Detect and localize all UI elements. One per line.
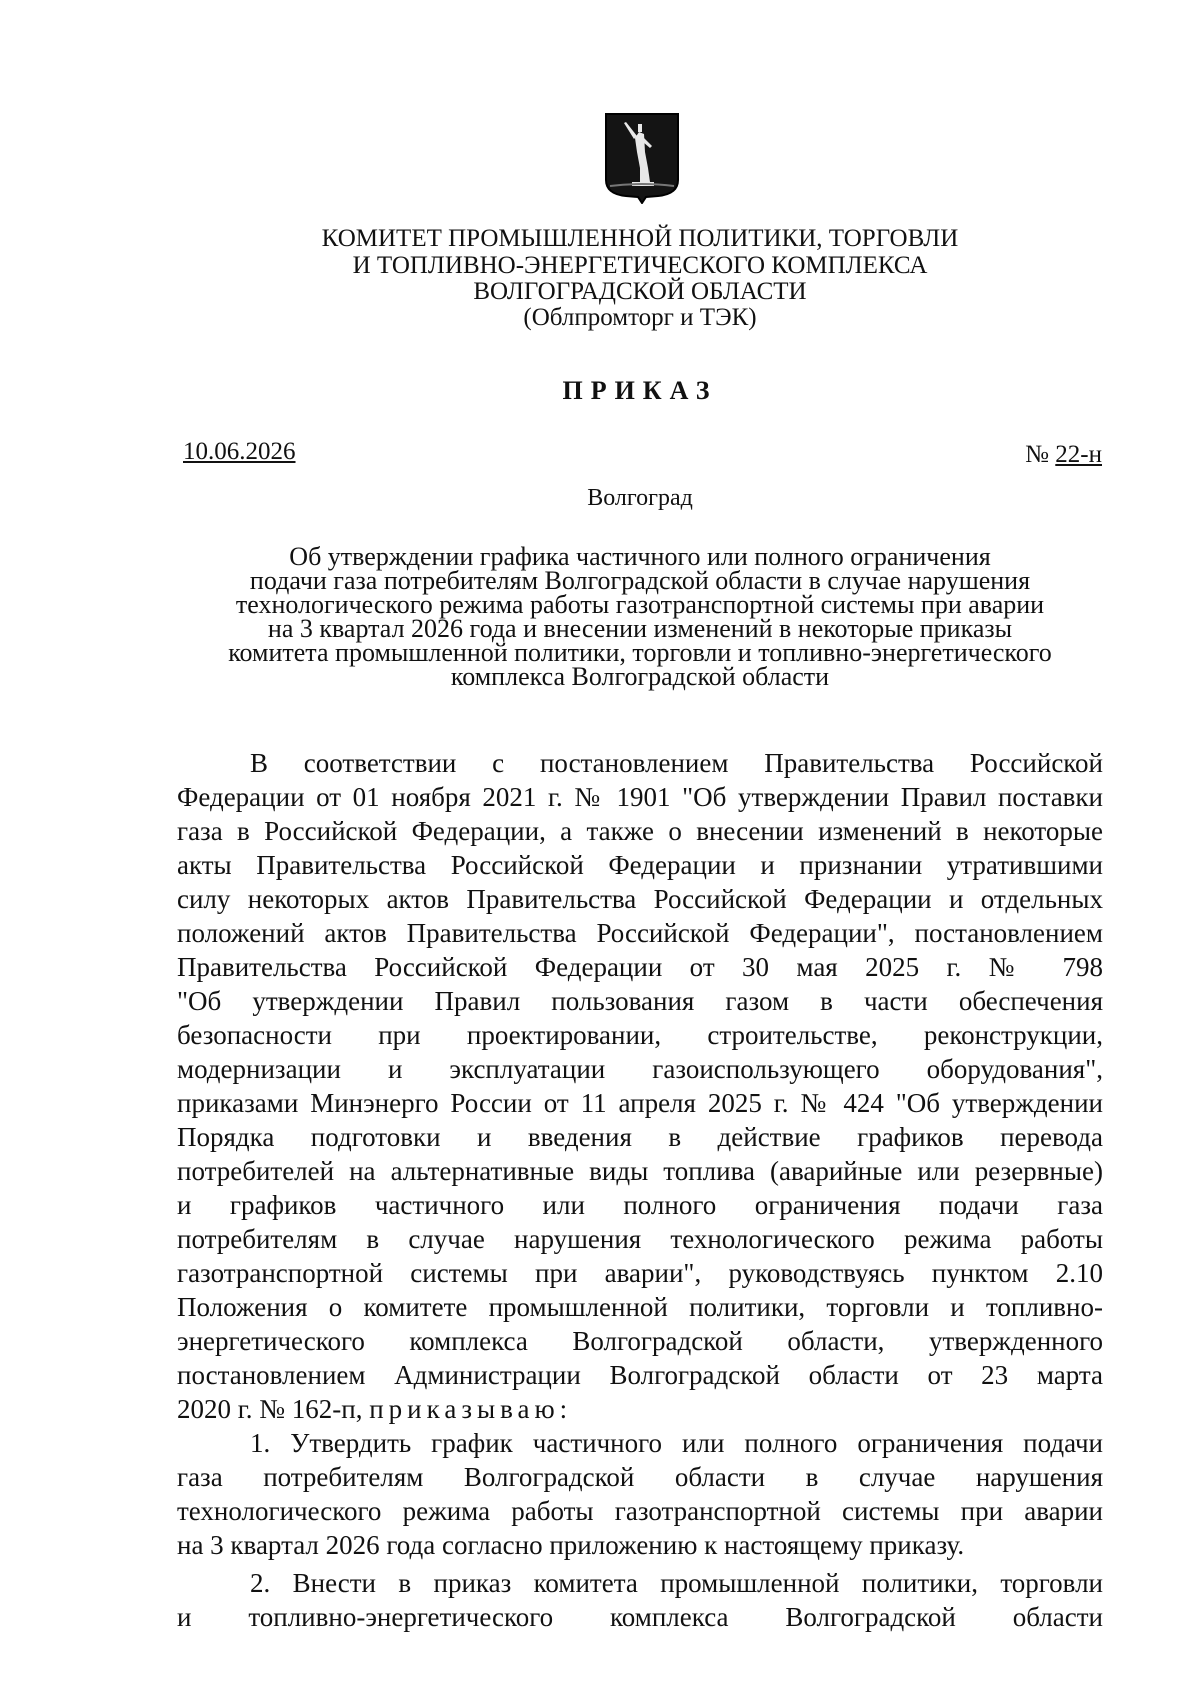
body-line: Порядка подготовки и введения в действие графиков перевода (177, 1122, 1103, 1152)
body-line: технологического режима работы газотранспортной системы при аварии (177, 1496, 1103, 1526)
body-line: газотранспортной системы при аварии", руководствуясь пунктом 2.10 (177, 1258, 1103, 1288)
body-line: потребителям в случае нарушения технологического режима работы (177, 1224, 1103, 1254)
item-1-paragraph (177, 1426, 1103, 1562)
body-line (177, 1392, 1103, 1426)
order-body (177, 746, 1103, 1634)
order-subject (150, 542, 1130, 691)
body-line: постановлением Администрации Волгоградской области от 23 марта (177, 1360, 1103, 1390)
preamble-paragraph (177, 746, 1103, 1426)
org-short-name: (Облпромторг и ТЭК) (523, 304, 757, 331)
decree-reference: 2020 г. № 162-п, (177, 1394, 370, 1424)
subject-line: комплекса Волгоградской области (450, 662, 830, 691)
item-2-paragraph (177, 1566, 1103, 1634)
body-line: 2. Внести в приказ комитета промышленной политики, торговли (250, 1568, 1103, 1598)
body-line: Правительства Российской Федерации от 30 мая 2025 г. № 798 (177, 952, 1103, 982)
body-line: модернизации и эксплуатации газоиспользующего оборудования", (177, 1054, 1103, 1084)
subject-line: на 3 квартал 2026 года и внесении изменений в некоторые приказы (267, 614, 1013, 643)
body-line: "Об утверждении Правил пользования газом в части обеспечения (177, 986, 1103, 1016)
body-line: Положения о комитете промышленной политики, торговли и топливно- (177, 1292, 1103, 1322)
order-number-prefix: № (1025, 441, 1056, 468)
body-line: и графиков частичного или полного ограничения подачи газа (177, 1190, 1103, 1220)
subject-line: комитета промышленной политики, торговли и топливно-энергетического (228, 638, 1052, 667)
body-line: Федерации от 01 ноября 2021 г. № 1901 "Об утверждении Правил поставки (177, 782, 1103, 812)
order-city: Волгоград (587, 485, 693, 511)
body-line: 1. Утвердить график частичного или полного ограничения подачи (250, 1428, 1103, 1458)
order-number (1025, 441, 1102, 469)
body-line: акты Правительства Российской Федерации и признании утратившими (177, 850, 1103, 880)
body-line: потребителей на альтернативные виды топлива (аварийные или резервные) (177, 1156, 1103, 1186)
order-number-value: 22-н (1055, 441, 1102, 468)
body-line: безопасности при проектировании, строительстве, реконструкции, (177, 1020, 1103, 1050)
org-name-line-2: И ТОПЛИВНО-ЭНЕРГЕТИЧЕСКОГО КОМПЛЕКСА (352, 252, 928, 279)
org-name-line-3: ВОЛГОГРАДСКОЙ ОБЛАСТИ (473, 278, 807, 305)
body-line: положений актов Правительства Российской Федерации", постановлением (177, 918, 1103, 948)
subject-line: технологического режима работы газотранспортной системы при аварии (235, 590, 1045, 619)
document-title: ПРИКАЗ (562, 376, 718, 405)
subject-line: подачи газа потребителям Волгоградской области в случае нарушения (249, 566, 1031, 595)
body-line: и топливно-энергетического комплекса Волгоградской области (177, 1602, 1103, 1632)
body-line: газа в Российской Федерации, а также о внесении изменений в некоторые (177, 816, 1103, 846)
body-line: газа потребителям Волгоградской области в случае нарушения (177, 1462, 1103, 1492)
org-name-line-1: КОМИТЕТ ПРОМЫШЛЕННОЙ ПОЛИТИКИ, ТОРГОВЛИ (321, 225, 959, 252)
order-date: 10.06.2026 (183, 438, 296, 465)
body-line: силу некоторых актов Правительства Российской Федерации и отдельных (177, 884, 1103, 914)
body-line: приказами Минэнерго России от 11 апреля 2025 г. № 424 "Об утверждении (177, 1088, 1103, 1118)
body-line: энергетического комплекса Волгоградской области, утвержденного (177, 1326, 1103, 1356)
order-verb: приказываю: (369, 1394, 573, 1424)
coat-of-arms-icon (604, 112, 680, 204)
subject-line: Об утверждении графика частичного или полного ограничения (289, 542, 991, 571)
body-line: на 3 квартал 2026 года согласно приложению к настоящему приказу. (177, 1530, 965, 1560)
body-line: В соответствии с постановлением Правительства Российской (250, 748, 1103, 778)
